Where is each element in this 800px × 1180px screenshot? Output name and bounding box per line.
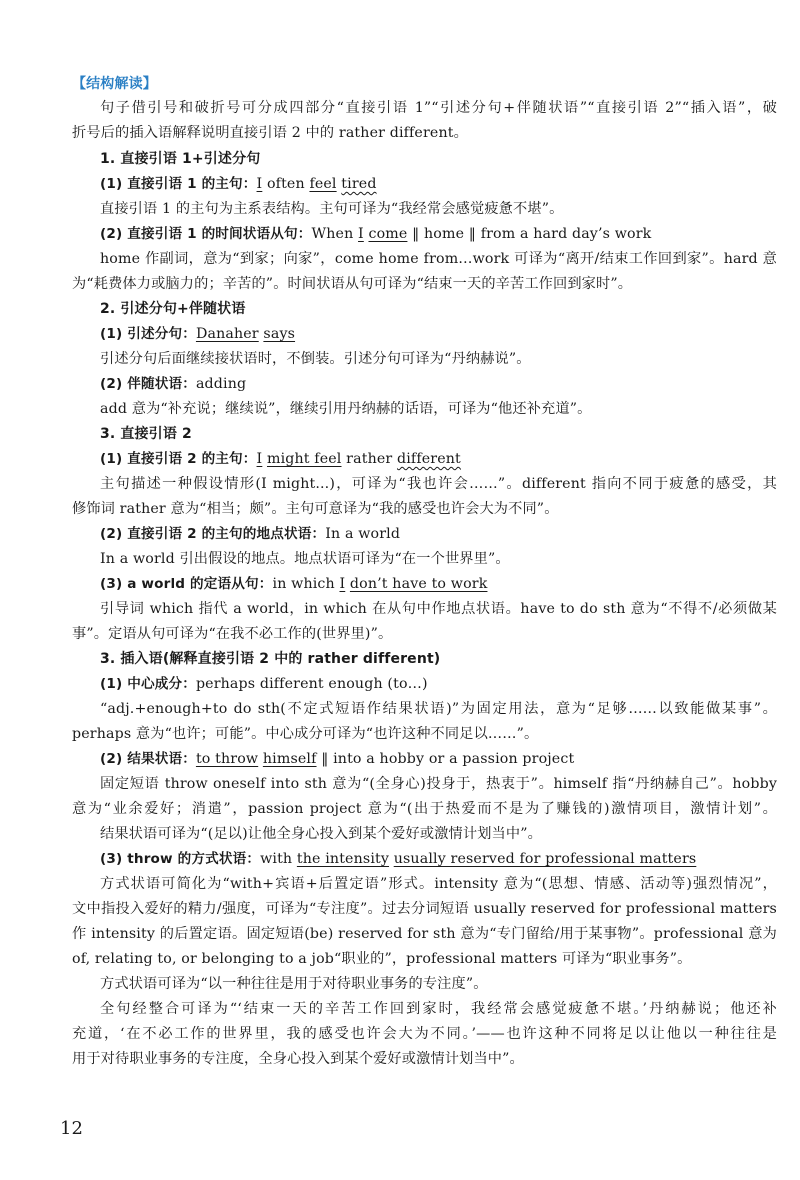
section-4-title: 3. 插入语(解释直接引语 2 中的 rather different) — [100, 651, 441, 667]
s3-2-heading — [100, 523, 777, 545]
s1-1-subject: I — [256, 176, 263, 192]
s1-2-conj: When — [311, 226, 354, 242]
s4-3-text-4: of, relating to, or belonging to a job“职业的”，professional matters 可译为“职业事务”。 — [72, 951, 692, 967]
s1-1-text: 直接引语 1 的主句为主系表结构。主句可译为“我经常会感觉疲惫不堪”。 — [100, 201, 564, 217]
s2-1-verb: says — [263, 326, 296, 342]
s3-3-text-1: 引导词 which 指代 a world，in which 在从句中作地点状语。have to do sth 意为“不得不/必须做某 — [100, 601, 777, 617]
s2-2-word: adding — [195, 376, 247, 392]
s1-1-label: (1) 直接引语 1 的主句： — [100, 176, 257, 192]
s3-3-heading — [100, 573, 777, 595]
s4-2-text-1: 固定短语 throw oneself into sth 意为“(全身心)投身于，热衷于”。himself 指“丹纳赫自己”。hobby — [100, 776, 777, 792]
s3-2-word: In a world — [325, 526, 401, 542]
s1-1-adverb: often — [266, 176, 305, 192]
s3-1-text-2: 修饰词 rather 意为“相当；颇”。主句可意译为“我的感受也许会大为不同”。 — [72, 501, 559, 517]
s4-2-text-2: 意为“业余爱好；消遣”，passion project 意为“(出于热爱而不是为了赚钱的)激情项目，激情计划”。 — [72, 801, 777, 817]
s3-1-heading — [100, 448, 777, 470]
summary-line-2: 充道，‘在不必工作的世界里，我的感受也许会大为不同。’——也许这种不同将足以让他以一种往往是 — [72, 1026, 777, 1042]
section-tag: 【结构解读】 — [72, 76, 157, 92]
s4-3-modifier: usually reserved for professional matters — [393, 851, 697, 867]
s1-1-verb: feel — [309, 176, 337, 192]
s2-2-heading — [100, 373, 777, 395]
s4-3-text-5: 方式状语可译为“以一种往往是用于对待职业事务的专注度”。 — [100, 976, 488, 992]
page-number: 12 — [60, 1118, 83, 1139]
summary-line-3: 用于对待职业事务的专注度，全身心投入到某个爱好或激情计划当中”。 — [72, 1051, 524, 1067]
s3-3-label: (3) a world 的定语从句： — [100, 576, 273, 592]
s1-2-text-1: home 作副词，意为“到家；向家”，come home from…work 可译为“离开/结束工作回到家”。hard 意 — [100, 251, 777, 267]
s3-1-modifier: rather — [346, 451, 393, 467]
s4-3-object: the intensity — [296, 851, 390, 867]
s1-2-verb: come — [368, 226, 408, 242]
s2-2-text: add 意为“补充说；继续说”，继续引用丹纳赫的话语，可译为“他还补充道”。 — [100, 401, 592, 417]
intro-line-2: 折号后的插入语解释说明直接引语 2 中的 rather different。 — [72, 125, 468, 141]
s4-1-heading — [100, 673, 777, 695]
s3-1-subject: I — [256, 451, 263, 467]
s4-3-prep: with — [260, 851, 293, 867]
s1-2-subject: I — [358, 226, 364, 242]
s1-2-rest: ‖ home ‖ from a hard day’s work — [412, 226, 652, 242]
s4-1-text-2: perhaps 意为“也许；可能”。中心成分可译为“也许这种不同足以……”。 — [72, 726, 539, 742]
s1-1-complement: tired — [341, 176, 377, 192]
s4-1-word: perhaps different enough (to…) — [195, 676, 428, 692]
s2-2-label: (2) 伴随状语： — [100, 376, 196, 392]
s4-1-text-1: “adj.+enough+to do sth(不定式短语作结果状语)”为固定用法，意为“足够……以致能做某事”。 — [100, 701, 777, 717]
s4-2-object: himself — [262, 751, 317, 767]
section-3-title: 3. 直接引语 2 — [100, 426, 192, 442]
s3-3-conj: in which — [272, 576, 335, 592]
s4-2-heading — [100, 748, 777, 770]
s3-1-label: (1) 直接引语 2 的主句： — [100, 451, 257, 467]
s4-3-text-3: 作 intensity 的后置定语。固定短语(be) reserved for sth 意为“专门留给/用于某事物”。professional 意为 — [72, 926, 777, 942]
s4-2-text-3: 结果状语可译为“(足以)让他全身心投入到某个爱好或激情计划当中”。 — [100, 826, 542, 842]
s1-2-heading — [100, 223, 777, 245]
s3-2-label: (2) 直接引语 2 的主句的地点状语： — [100, 526, 326, 542]
s3-3-verb: don’t have to work — [349, 576, 488, 592]
s2-1-subject: Danaher — [195, 326, 259, 342]
s1-2-label: (2) 直接引语 1 的时间状语从句： — [100, 226, 312, 242]
s4-3-text-2: 文中指投入爱好的精力/强度，可译为“专注度”。过去分词短语 usually reserved for professional matters — [72, 901, 777, 917]
s4-2-rest: ‖ into a hobby or a passion project — [321, 751, 575, 767]
s4-3-text-1: 方式状语可简化为“with+宾语+后置定语”形式。intensity 意为“(思想、情感、活动等)强烈情况”， — [100, 876, 777, 892]
section-2-title: 2. 引述分句+伴随状语 — [100, 301, 246, 317]
s4-1-label: (1) 中心成分： — [100, 676, 196, 692]
s4-3-heading — [100, 848, 777, 870]
s2-1-heading — [100, 323, 777, 345]
summary-line-1: 全句经整合可译为“‘结束一天的辛苦工作回到家时，我经常会感觉疲惫不堪。’丹纳赫说；他还补 — [100, 1001, 777, 1017]
s4-2-verb: to throw — [195, 751, 259, 767]
intro-line-1: 句子借引号和破折号可分成四部分“直接引语 1”“引述分句+伴随状语”“直接引语 2”“插入语”，破 — [100, 100, 777, 116]
s3-2-text: In a world 引出假设的地点。地点状语可译为“在一个世界里”。 — [100, 551, 510, 567]
s3-3-subject: I — [339, 576, 346, 592]
section-1-title: 1. 直接引语 1+引述分句 — [100, 151, 261, 167]
s3-1-text-1: 主句描述一种假设情形(I might...)，可译为“我也许会……”。different 指向不同于疲惫的感受，其 — [100, 476, 777, 492]
s3-1-complement: different — [397, 451, 461, 467]
s2-1-text: 引述分句后面继续接状语时，不倒装。引述分句可译为“丹纳赫说”。 — [100, 351, 531, 367]
s1-1-heading — [100, 173, 777, 195]
s3-3-text-2: 事”。定语从句可译为“在我不必工作的(世界里)”。 — [72, 626, 393, 642]
s2-1-label: (1) 引述分句： — [100, 326, 196, 342]
s4-2-label: (2) 结果状语： — [100, 751, 196, 767]
s1-2-text-2: 为“耗费体力或脑力的；辛苦的”。时间状语从句可译为“结束一天的辛苦工作回到家时”。 — [72, 276, 633, 292]
s4-3-label: (3) throw 的方式状语： — [100, 851, 261, 867]
s3-1-verb: might feel — [266, 451, 342, 467]
